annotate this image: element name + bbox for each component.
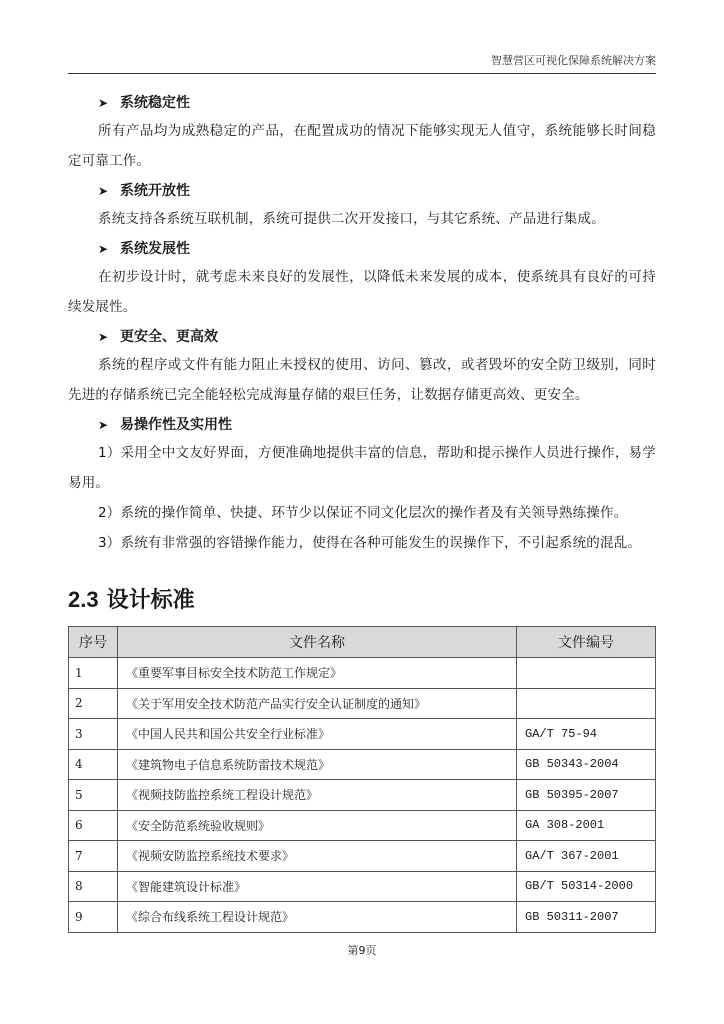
paragraph-stability: 所有产品均为成熟稳定的产品，在配置成功的情况下能够实现无人值守，系统能够长时间稳定可靠工作。 <box>68 123 656 169</box>
page-number: 第9页 <box>347 944 377 957</box>
table-row <box>69 841 656 872</box>
table-row <box>69 810 656 841</box>
arrow-bullet-icon: ➤ <box>98 242 109 256</box>
section-title-text: 设计标准 <box>106 587 195 612</box>
paragraph-openness: 系统支持各系统互联机制，系统可提供二次开发接口，与其它系统、产品进行集成。 <box>98 211 605 227</box>
header-divider <box>68 73 656 74</box>
table-row <box>69 902 656 933</box>
table-row <box>69 749 656 780</box>
cell-code: GB 50311-2007 <box>517 902 656 933</box>
cell-name: 《视频安防监控系统技术要求》 <box>118 841 517 872</box>
table-header-row <box>69 627 656 658</box>
paragraph-usability-1: 1）采用全中文友好界面，方便准确地提供丰富的信息，帮助和提示操作人员进行操作，易学易用。 <box>68 445 656 491</box>
cell-code: GB/T 50314-2000 <box>517 871 656 902</box>
cell-name: 《重要军事目标安全技术防范工作规定》 <box>118 658 517 689</box>
cell-no: 3 <box>69 719 118 750</box>
section-title <box>68 583 195 614</box>
paragraph-development: 在初步设计时，就考虑未来良好的发展性，以降低未来发展的成本，使系统具有良好的可持续发展性。 <box>68 269 656 315</box>
cell-name: 《安全防范系统验收规则》 <box>118 810 517 841</box>
paragraph-security: 系统的程序或文件有能力阻止未授权的使用、访问、篡改，或者毁坏的安全防卫级别，同时先进的存储系统已完全能轻松完成海量存储的艰巨任务，让数据存储更高效、更安全。 <box>68 357 656 403</box>
cell-name: 《中国人民共和国公共安全行业标准》 <box>118 719 517 750</box>
cell-no: 2 <box>69 688 118 719</box>
cell-code <box>517 688 656 719</box>
heading-text: 系统稳定性 <box>120 95 190 111</box>
cell-no: 4 <box>69 749 118 780</box>
cell-code: GA/T 75-94 <box>517 719 656 750</box>
table-row <box>69 871 656 902</box>
cell-name: 《视频技防监控系统工程设计规范》 <box>118 780 517 811</box>
arrow-bullet-icon: ➤ <box>98 418 109 432</box>
standards-table <box>68 626 656 933</box>
bullet-heading-development <box>68 236 656 262</box>
bullet-heading-usability <box>68 412 656 438</box>
table-row <box>69 658 656 689</box>
page-header: 智慧营区可视化保障系统解决方案 <box>491 54 656 67</box>
cell-code: GA 308-2001 <box>517 810 656 841</box>
cell-code: GB 50343-2004 <box>517 749 656 780</box>
cell-no: 9 <box>69 902 118 933</box>
cell-no: 6 <box>69 810 118 841</box>
cell-name: 《综合布线系统工程设计规范》 <box>118 902 517 933</box>
cell-no: 8 <box>69 871 118 902</box>
bullet-heading-openness <box>68 178 656 204</box>
cell-code <box>517 658 656 689</box>
section-number: 2.3 <box>68 587 99 612</box>
table-row <box>69 719 656 750</box>
paragraph-usability-3: 3）系统有非常强的容错操作能力，使得在各种可能发生的误操作下，不引起系统的混乱。 <box>98 535 642 551</box>
document-body <box>68 90 656 558</box>
cell-name: 《建筑物电子信息系统防雷技术规范》 <box>118 749 517 780</box>
table-row <box>69 688 656 719</box>
bullet-heading-security <box>68 324 656 350</box>
arrow-bullet-icon: ➤ <box>98 96 109 110</box>
cell-code: GB 50395-2007 <box>517 780 656 811</box>
arrow-bullet-icon: ➤ <box>98 184 109 198</box>
cell-name: 《关于军用安全技术防范产品实行安全认证制度的通知》 <box>118 688 517 719</box>
cell-name: 《智能建筑设计标准》 <box>118 871 517 902</box>
column-header-no: 序号 <box>69 627 118 658</box>
bullet-heading-stability <box>68 90 656 116</box>
cell-no: 5 <box>69 780 118 811</box>
heading-text: 系统开放性 <box>120 183 190 199</box>
heading-text: 易操作性及实用性 <box>120 417 232 433</box>
table-row <box>69 780 656 811</box>
cell-no: 1 <box>69 658 118 689</box>
cell-no: 7 <box>69 841 118 872</box>
table-body <box>69 658 656 933</box>
heading-text: 更安全、更高效 <box>120 329 218 345</box>
column-header-code: 文件编号 <box>517 627 656 658</box>
column-header-name: 文件名称 <box>118 627 517 658</box>
heading-text: 系统发展性 <box>120 241 190 257</box>
cell-code: GA/T 367-2001 <box>517 841 656 872</box>
paragraph-usability-2: 2）系统的操作简单、快捷、环节少以保证不同文化层次的操作者及有关领导熟练操作。 <box>98 505 628 521</box>
arrow-bullet-icon: ➤ <box>98 330 109 344</box>
